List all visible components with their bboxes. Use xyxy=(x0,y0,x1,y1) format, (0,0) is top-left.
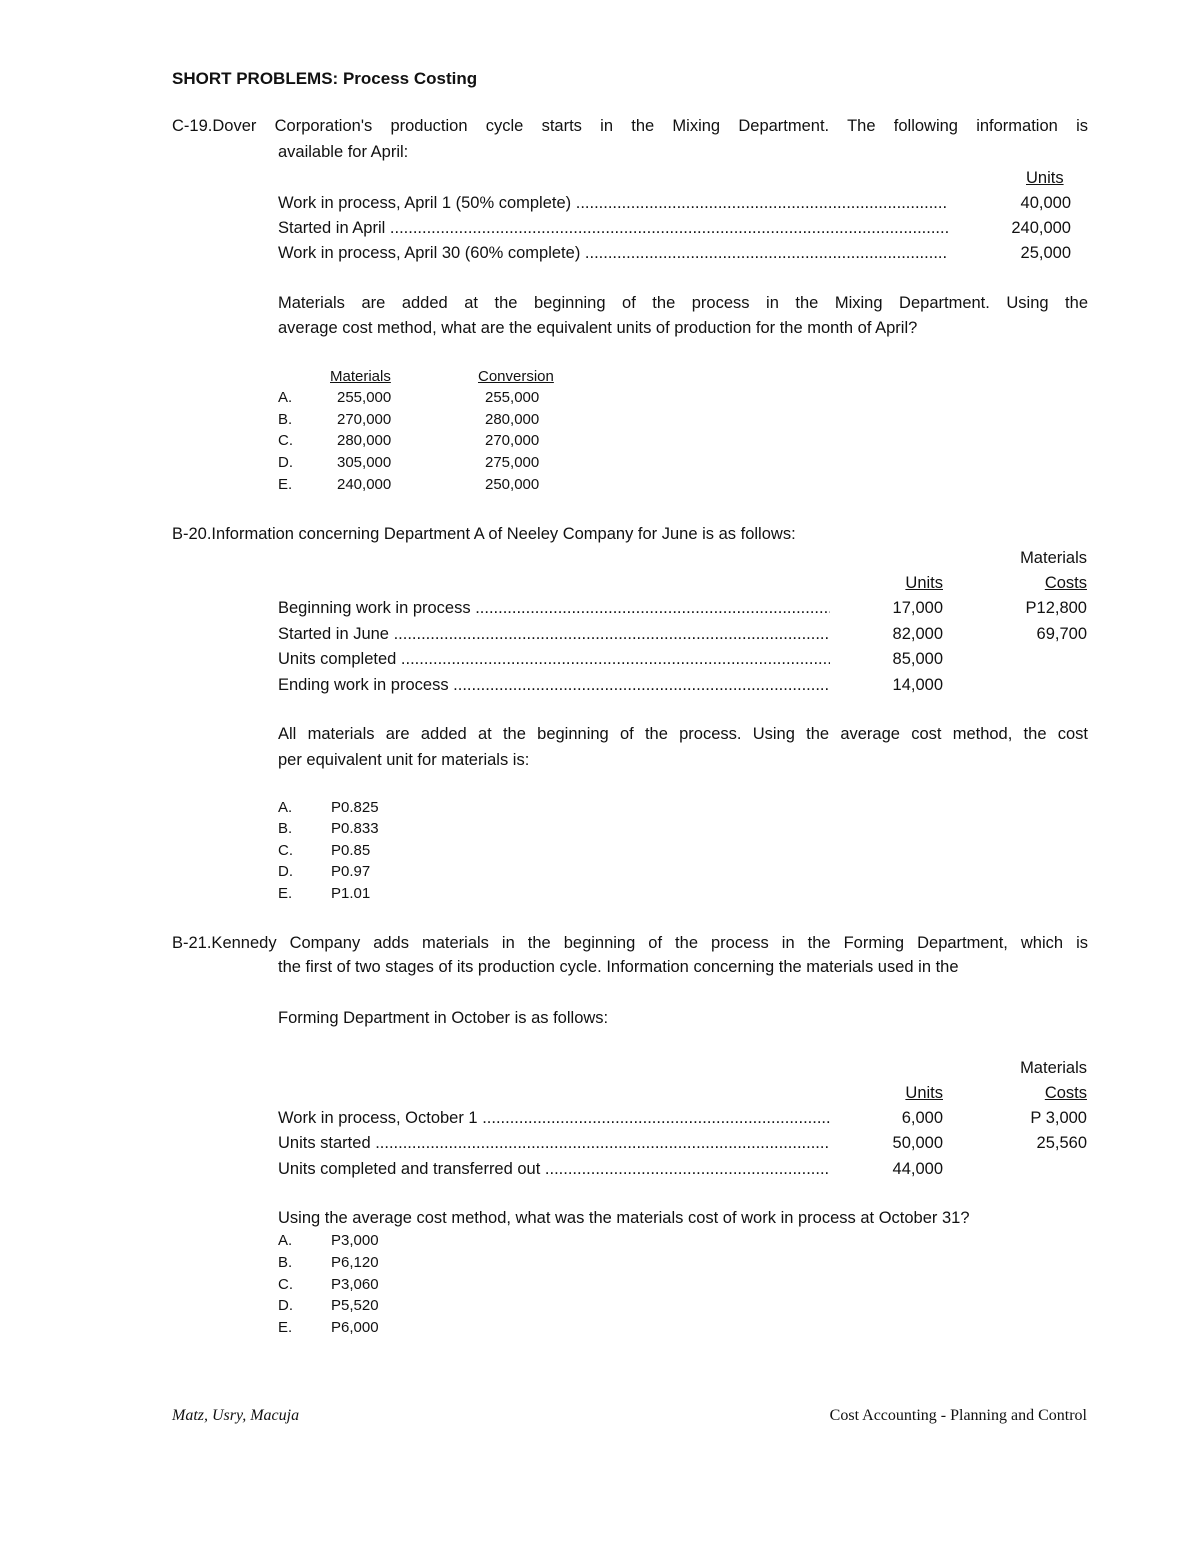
q20-costs-header: Costs xyxy=(1044,574,1087,592)
q19-row-units: 40,000 xyxy=(1020,194,1071,212)
choice-conversion: 275,000 xyxy=(485,454,540,471)
q20-row-costs: 69,700 xyxy=(1036,625,1087,643)
choice-letter: B. xyxy=(278,820,293,837)
choice-value: P3,060 xyxy=(331,1276,379,1293)
q21-row-costs: P 3,000 xyxy=(1030,1109,1087,1127)
q21-row-label: Work in process, October 1 ..... xyxy=(278,1110,830,1127)
q21-row-label: Units completed and transferred out ..... xyxy=(278,1161,830,1178)
q20-row-label: Started in June ..... xyxy=(278,626,830,643)
q20-intro: B-20.Information concerning Department A of Neeley Company for June is as follows: xyxy=(172,525,796,543)
choice-letter: A. xyxy=(278,1232,293,1249)
choice-conversion: 280,000 xyxy=(485,411,540,428)
choice-materials: 280,000 xyxy=(337,432,392,449)
choice-materials: 270,000 xyxy=(337,411,392,428)
choice-letter: C. xyxy=(278,1276,293,1293)
footer-authors: Matz, Usry, Macuja xyxy=(172,1407,300,1424)
q19-question-line2: average cost method, what are the equivalent units of production for the month of April? xyxy=(278,319,918,337)
q19-conversion-header: Conversion xyxy=(478,368,554,385)
choice-value: P0.833 xyxy=(331,820,379,837)
choice-value: P0.85 xyxy=(331,842,371,859)
choice-letter: E. xyxy=(278,476,293,493)
choice-value: P0.825 xyxy=(331,799,379,816)
choice-value: P3,000 xyxy=(331,1232,379,1249)
q20-row-units: 17,000 xyxy=(892,599,943,617)
choice-letter: C. xyxy=(278,842,293,859)
q20-row-costs: P12,800 xyxy=(1025,599,1087,617)
choice-conversion: 270,000 xyxy=(485,432,540,449)
choice-materials: 305,000 xyxy=(337,454,392,471)
q20-materials-header: Materials xyxy=(1020,549,1087,567)
q19-units-header: Units xyxy=(1026,169,1064,187)
choice-letter: A. xyxy=(278,799,293,816)
q21-intro-line1: B-21.Kennedy Company adds materials in the beginning of the process in the Forming Department, which is xyxy=(172,934,1088,952)
q19-row-label: Work in process, April 1 (50% complete) ..... xyxy=(278,195,948,212)
q20-question-line2: per equivalent unit for materials is: xyxy=(278,751,530,769)
choice-letter: D. xyxy=(278,454,293,471)
q19-row-label: Started in April ..... xyxy=(278,220,948,237)
choice-letter: B. xyxy=(278,1254,293,1271)
q21-question: Using the average cost method, what was the materials cost of work in process at October 31? xyxy=(278,1209,970,1227)
choice-materials: 240,000 xyxy=(337,476,392,493)
choice-letter: C. xyxy=(278,432,293,449)
choice-letter: D. xyxy=(278,1297,293,1314)
q20-row-units: 85,000 xyxy=(892,650,943,668)
q20-units-header: Units xyxy=(905,574,943,592)
footer-book-title: Cost Accounting - Planning and Control xyxy=(829,1407,1087,1424)
q20-row-label: Beginning work in process ..... xyxy=(278,600,830,617)
q21-intro-line2: the first of two stages of its production cycle. Information concerning the materials used in the xyxy=(278,958,959,976)
q21-row-units: 50,000 xyxy=(892,1134,943,1152)
choice-letter: D. xyxy=(278,863,293,880)
q19-question-line1: Materials are added at the beginning of the process in the Mixing Department. Using the xyxy=(278,294,1088,312)
q19-intro-line1: C-19.Dover Corporation's production cycle starts in the Mixing Department. The following information is xyxy=(172,117,1088,135)
q20-row-units: 82,000 xyxy=(892,625,943,643)
q21-units-header: Units xyxy=(905,1084,943,1102)
q20-row-label: Units completed ..... xyxy=(278,651,830,668)
choice-letter: A. xyxy=(278,389,293,406)
choice-letter: B. xyxy=(278,411,293,428)
q19-row-units: 25,000 xyxy=(1020,244,1071,262)
q19-row-label: Work in process, April 30 (60% complete) ..... xyxy=(278,245,948,262)
choice-value: P1.01 xyxy=(331,885,371,902)
q21-row-label: Units started ..... xyxy=(278,1135,830,1152)
q21-intro-line3: Forming Department in October is as follows: xyxy=(278,1009,609,1027)
choice-conversion: 255,000 xyxy=(485,389,540,406)
q20-row-label: Ending work in process ..... xyxy=(278,677,830,694)
page-title: SHORT PROBLEMS: Process Costing xyxy=(172,69,478,88)
choice-letter: E. xyxy=(278,1319,293,1336)
q21-row-units: 6,000 xyxy=(901,1109,943,1127)
choice-letter: E. xyxy=(278,885,293,902)
q21-row-costs: 25,560 xyxy=(1036,1134,1087,1152)
choice-value: P6,000 xyxy=(331,1319,379,1336)
q21-costs-header: Costs xyxy=(1044,1084,1087,1102)
q21-row-units: 44,000 xyxy=(892,1160,943,1178)
choice-value: P6,120 xyxy=(331,1254,379,1271)
choice-value: P5,520 xyxy=(331,1297,379,1314)
q20-row-units: 14,000 xyxy=(892,676,943,694)
q19-materials-header: Materials xyxy=(330,368,391,385)
choice-materials: 255,000 xyxy=(337,389,392,406)
choice-value: P0.97 xyxy=(331,863,371,880)
q20-question-line1: All materials are added at the beginning of the process. Using the average cost method, the cost xyxy=(278,725,1088,743)
q19-intro-line2: available for April: xyxy=(278,143,409,161)
choice-conversion: 250,000 xyxy=(485,476,540,493)
q21-materials-header: Materials xyxy=(1020,1059,1087,1077)
q19-row-units: 240,000 xyxy=(1011,219,1071,237)
